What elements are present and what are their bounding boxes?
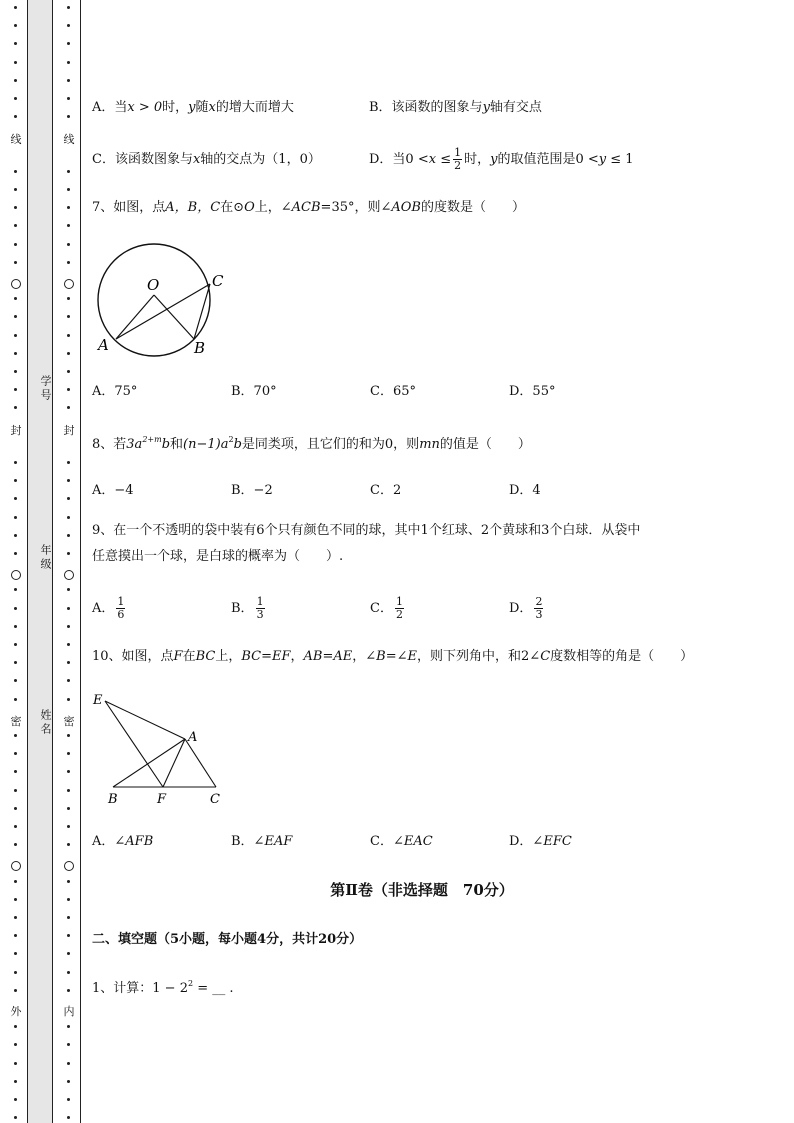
q10-label-f: F xyxy=(157,792,167,807)
cut-line-dot xyxy=(67,1098,70,1101)
cut-line-dot xyxy=(67,170,70,173)
q10-label-e: E xyxy=(93,693,103,708)
cut-line-dot xyxy=(67,1116,70,1119)
cut-line-dot xyxy=(67,807,70,810)
cut-line-dot xyxy=(67,315,70,318)
cut-line-dot xyxy=(14,224,17,227)
q7-label-c: C xyxy=(212,272,224,290)
q7-options xyxy=(92,382,692,402)
q10-label-c: C xyxy=(210,792,220,807)
q9-stem-line-2: 任意摸出一个球，是白球的概率为（ ）. xyxy=(92,549,344,564)
q8-stem: 8、若$3a^{2+m}b$和$(n-1)a^2b$是同类项，且它们的和为0，则mn的值是（ ） xyxy=(92,435,531,452)
q7-option-b: B．70° xyxy=(231,384,277,399)
fraction: $\frac{2}{3}$ xyxy=(535,595,543,621)
cut-line-dot xyxy=(67,679,70,682)
cut-line-dot xyxy=(67,97,70,100)
cut-line-dot xyxy=(14,588,17,591)
field-student-number: 学号 xyxy=(39,375,52,403)
cut-line-dot xyxy=(67,880,70,883)
cut-line-dot xyxy=(67,42,70,45)
cut-line-dot xyxy=(14,698,17,701)
q8-option-b: B．−2 xyxy=(231,483,273,498)
q10-segment-ef xyxy=(105,701,163,787)
cut-line-dot xyxy=(67,24,70,27)
cut-line-dot xyxy=(14,661,17,664)
cut-line-dot xyxy=(67,479,70,482)
cut-line-dot xyxy=(67,934,70,937)
cut-line-dot xyxy=(14,261,17,264)
q10-segment-ac xyxy=(185,739,216,787)
q9-option-c: C． $\frac{1}{2}$ xyxy=(370,595,403,621)
q7-label-o: O xyxy=(147,276,160,294)
cut-line-dot xyxy=(14,898,17,901)
cut-line-dot xyxy=(67,661,70,664)
q7-circle-figure xyxy=(94,236,234,360)
cut-line-dot xyxy=(14,752,17,755)
cut-line-dot xyxy=(14,79,17,82)
cut-line-dot xyxy=(67,352,70,355)
inner-fold-line xyxy=(62,0,76,1123)
cut-line-dot xyxy=(67,752,70,755)
q10-label-a: A xyxy=(188,730,198,745)
q10-triangle-figure xyxy=(92,688,232,812)
fill-in-section-heading: 二、填空题（5小题，每小题4分，共计20分） xyxy=(92,932,363,947)
cut-line-dot xyxy=(14,643,17,646)
cut-line-dot xyxy=(14,989,17,992)
cut-line-dot xyxy=(67,989,70,992)
cut-line-dot xyxy=(14,243,17,246)
q8-option-c: C．2 xyxy=(370,483,402,498)
q7-option-d: D．55° xyxy=(509,384,556,399)
cut-line-dot xyxy=(14,297,17,300)
cut-line-dot xyxy=(67,971,70,974)
cut-line-dot xyxy=(14,1116,17,1119)
cut-line-dot xyxy=(67,588,70,591)
q7-label-b: B xyxy=(194,339,206,357)
cut-line-dot xyxy=(14,115,17,118)
cut-line-dot xyxy=(67,261,70,264)
cut-line-dot xyxy=(67,516,70,519)
outer-mark-line: 线 xyxy=(10,133,22,146)
cut-line-dot xyxy=(67,552,70,555)
cut-line-dot xyxy=(14,934,17,937)
cut-line-dot xyxy=(14,1043,17,1046)
cut-line-dot xyxy=(67,461,70,464)
cut-line-dot xyxy=(67,334,70,337)
cut-line-dot xyxy=(67,115,70,118)
cut-line-dot xyxy=(67,734,70,737)
cut-line-dot xyxy=(67,898,70,901)
cut-line-dot xyxy=(67,224,70,227)
q7-segment-ob xyxy=(154,295,194,339)
q7-stem: 7、如图，点A，B，C在⊙O上，∠ACB=35°，则∠AOB的度数是（ ） xyxy=(92,200,525,215)
inner-mark-line: 线 xyxy=(63,133,75,146)
cut-line-dot xyxy=(14,497,17,500)
q6-option-c: C．该函数图象与x轴的交点为（1，0） xyxy=(92,152,321,167)
outer-mark-seal: 封 xyxy=(10,424,22,437)
field-name: 姓名 xyxy=(39,709,52,737)
cut-line-dot xyxy=(14,315,17,318)
q6-options-row-1 xyxy=(92,98,752,118)
q9-options xyxy=(92,594,692,624)
inner-circle-mark xyxy=(64,570,74,580)
cut-line-dot xyxy=(67,206,70,209)
q7-option-c: C．65° xyxy=(370,384,416,399)
cut-line-dot xyxy=(14,952,17,955)
cut-line-dot xyxy=(67,6,70,9)
inner-circle-mark xyxy=(64,279,74,289)
cut-line-dot xyxy=(67,952,70,955)
q7-label-a: A xyxy=(98,336,109,354)
cut-line-dot xyxy=(67,1080,70,1083)
cut-line-dot xyxy=(14,97,17,100)
cut-line-dot xyxy=(14,1098,17,1101)
q10-label-b: B xyxy=(108,792,118,807)
cut-line-dot xyxy=(14,534,17,537)
q9-option-a: A． $\frac{1}{6}$ xyxy=(92,595,125,621)
q10-segment-ea xyxy=(105,701,185,739)
cut-line-dot xyxy=(67,1043,70,1046)
fill-in-q1: 1、计算：$1 - 2^2$ = __ . xyxy=(92,979,234,996)
q6-option-b: B．该函数的图象与y轴有交点 xyxy=(369,100,542,115)
cut-line-dot xyxy=(67,843,70,846)
cut-line-dot xyxy=(14,916,17,919)
cut-line-dot xyxy=(67,370,70,373)
q10-option-b: B．∠EAF xyxy=(231,834,293,849)
cut-line-dot xyxy=(14,679,17,682)
inner-circle-mark xyxy=(64,861,74,871)
cut-line-dot xyxy=(14,370,17,373)
field-grade: 年级 xyxy=(39,544,52,572)
cut-line-dot xyxy=(14,61,17,64)
cut-line-dot xyxy=(67,79,70,82)
cut-line-dot xyxy=(14,516,17,519)
fraction: $\frac{1}{2}$ xyxy=(454,146,462,172)
cut-line-dot xyxy=(14,1025,17,1028)
q6-option-d: D．当0 <x ≤ $\frac{1}{2}$ 时，y的取值范围是0 <y ≤ 1 xyxy=(369,146,634,172)
cut-line-dot xyxy=(67,388,70,391)
cut-line-dot xyxy=(14,352,17,355)
cut-line-dot xyxy=(67,770,70,773)
cut-line-dot xyxy=(67,297,70,300)
q10-option-d: D．∠EFC xyxy=(509,834,572,849)
inner-mark-inside: 内 xyxy=(63,1005,75,1018)
cut-line-dot xyxy=(14,843,17,846)
cut-line-dot xyxy=(14,24,17,27)
q9-option-d: D． $\frac{2}{3}$ xyxy=(509,595,543,621)
cut-line-dot xyxy=(67,698,70,701)
cut-line-dot xyxy=(14,552,17,555)
cut-line-dot xyxy=(14,1062,17,1065)
q9-option-b: B． $\frac{1}{3}$ xyxy=(231,595,264,621)
cut-line-dot xyxy=(67,789,70,792)
q10-options xyxy=(92,832,692,852)
q8-option-d: D．4 xyxy=(509,483,541,498)
cut-line-dot xyxy=(67,1025,70,1028)
cut-line-dot xyxy=(14,388,17,391)
outer-mark-outside: 外 xyxy=(10,1005,22,1018)
margin-rule xyxy=(80,0,81,1123)
cut-line-dot xyxy=(14,880,17,883)
exam-content xyxy=(92,0,772,1123)
cut-line-dot xyxy=(14,607,17,610)
q10-option-c: C．∠EAC xyxy=(370,834,433,849)
cut-line-dot xyxy=(67,188,70,191)
cut-line-dot xyxy=(14,461,17,464)
cut-line-dot xyxy=(67,607,70,610)
q7-segment-oa xyxy=(116,295,154,339)
part-2-title: 第Ⅱ卷（非选择题 70分） xyxy=(330,881,514,899)
cut-line-dot xyxy=(14,734,17,737)
cut-line-dot xyxy=(67,825,70,828)
cut-line-dot xyxy=(14,479,17,482)
cut-line-dot xyxy=(14,770,17,773)
outer-cut-line xyxy=(9,0,23,1123)
cut-line-dot xyxy=(14,334,17,337)
binding-margin xyxy=(0,0,82,1123)
cut-line-dot xyxy=(14,188,17,191)
fraction: $\frac{1}{3}$ xyxy=(256,595,264,621)
q8-options xyxy=(92,481,692,501)
cut-line-dot xyxy=(67,497,70,500)
cut-line-dot xyxy=(14,206,17,209)
outer-circle-mark xyxy=(11,570,21,580)
outer-circle-mark xyxy=(11,861,21,871)
cut-line-dot xyxy=(14,789,17,792)
cut-line-dot xyxy=(14,1080,17,1083)
cut-line-dot xyxy=(67,243,70,246)
cut-line-dot xyxy=(67,916,70,919)
cut-line-dot xyxy=(14,170,17,173)
cut-line-dot xyxy=(67,534,70,537)
q7-option-a: A．75° xyxy=(92,384,138,399)
cut-line-dot xyxy=(14,807,17,810)
q10-option-a: A．∠AFB xyxy=(92,834,154,849)
cut-line-dot xyxy=(67,643,70,646)
cut-line-dot xyxy=(14,42,17,45)
outer-circle-mark xyxy=(11,279,21,289)
outer-mark-secret: 密 xyxy=(10,715,22,728)
cut-line-dot xyxy=(67,406,70,409)
q9-stem-line-1: 9、在一个不透明的袋中装有6个只有颜色不同的球，其中1个红球、2个黄球和3个白球．从袋中 xyxy=(92,523,641,538)
cut-line-dot xyxy=(67,1062,70,1065)
inner-mark-secret: 密 xyxy=(63,715,75,728)
q6-option-a: A．当x > 0时，y随x的增大而增大 xyxy=(92,100,294,115)
cut-line-dot xyxy=(14,406,17,409)
cut-line-dot xyxy=(67,625,70,628)
cut-line-dot xyxy=(14,6,17,9)
q6-options-row-2 xyxy=(92,146,752,174)
q10-stem: 10、如图，点F在BC上，BC=EF，AB=AE，∠B=∠E，则下列角中，和2∠C度数相等的角是（ ） xyxy=(92,649,694,664)
fraction: $\frac{1}{6}$ xyxy=(117,595,125,621)
cut-line-dot xyxy=(14,825,17,828)
fraction: $\frac{1}{2}$ xyxy=(395,595,403,621)
cut-line-dot xyxy=(67,61,70,64)
cut-line-dot xyxy=(14,625,17,628)
inner-mark-seal: 封 xyxy=(63,424,75,437)
cut-line-dot xyxy=(14,971,17,974)
q8-option-a: A．−4 xyxy=(92,483,134,498)
